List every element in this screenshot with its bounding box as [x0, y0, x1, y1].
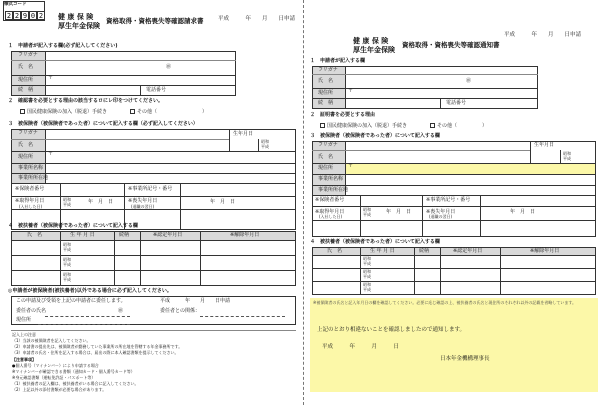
- issuer-name: 日本年金機構理事長: [440, 356, 490, 362]
- request-date: 平成 年 月 日申請: [218, 16, 296, 22]
- notice-caption: ※被保険者の氏名と記入年月日の欄を確認してください。必要に応じ確認の上、被扶養者の氏名と現住所のそれぞれ以外の記載を省略しています。: [313, 300, 577, 305]
- footnote: （1）被扶養者の記入欄は、被扶養者がいる場合に記入してください。: [12, 381, 139, 386]
- loss-note: (退職の翌日): [131, 204, 155, 209]
- insured-address-label: 現住所: [318, 165, 334, 171]
- form-code-label: 様式コード: [4, 2, 27, 7]
- section3-table: [11, 129, 296, 230]
- title-line1: 健 康 保 険: [353, 37, 389, 45]
- era-heisei: 平成: [261, 144, 269, 149]
- seal-mark: ㊞: [466, 78, 472, 84]
- office-number-label: ※事業所記号・番号: [128, 186, 173, 192]
- col-name: 氏 名: [327, 248, 343, 254]
- insured-furigana-label: フリガナ: [318, 142, 338, 148]
- furigana-label: フリガナ: [318, 67, 338, 73]
- delegator-address-label: 現住所: [16, 317, 32, 323]
- birthdate-label: 生年月日: [233, 131, 254, 137]
- relation-label: 続 柄: [18, 87, 34, 93]
- cut-line: [303, 0, 304, 405]
- ymd-label: 年 月 日: [386, 209, 412, 215]
- form-code-digit: 2: [38, 12, 44, 20]
- delegation-date: 平成 年 月 日申請: [160, 298, 231, 304]
- era-heisei: 平成: [63, 247, 71, 252]
- insured-name-label: 氏 名: [18, 142, 34, 148]
- era-showa: 昭和: [363, 282, 371, 287]
- section3-table: [312, 141, 596, 237]
- section1-heading: １ 申請者が記入する欄(必ず記入してください): [8, 43, 118, 49]
- insured-furigana-label: フリガナ: [18, 130, 38, 136]
- option-label: その他（ ）: [437, 123, 488, 129]
- acquisition-date-label: ※取得年月日: [315, 209, 345, 215]
- acquisition-date-label: ※取得年月日: [15, 198, 45, 204]
- form-code-digit: 9: [22, 12, 28, 20]
- postal-mark: 〒: [48, 151, 54, 157]
- col-certified-date: ※認定年月日: [153, 232, 183, 238]
- office-number-label: ※事業所記号・番号: [426, 197, 471, 203]
- office-address-label: 事業所所在地: [318, 187, 349, 193]
- delegation-statement: この申請及び受領を上記の申請者に委任します。: [16, 298, 126, 304]
- option-label: 国民健康保険の加入（脱退）手続き: [327, 123, 408, 129]
- era-showa: 昭和: [63, 242, 71, 247]
- office-address-label: 事業所所在地: [18, 175, 49, 181]
- section2-heading: ２ 確認書を必要とする理由の該当するロにレ印をつけてください。: [8, 98, 164, 104]
- col-certified-date: ※認定年月日: [453, 248, 483, 254]
- ymd-label: 年 月 日: [510, 209, 536, 215]
- col-birthdate: 生 年 月 日: [70, 232, 95, 238]
- footnote: （3）申請者の氏名・住所を記入する場合は、届出の際に本人確認書類を提示してください。: [12, 350, 179, 355]
- col-birthdate: 生 年 月 日: [370, 248, 395, 254]
- era-heisei: 平成: [363, 274, 371, 279]
- era-showa: 昭和: [363, 269, 371, 274]
- era-heisei: 平成: [363, 287, 371, 292]
- section1-heading: １ 申請者が記入する欄: [310, 58, 366, 64]
- option-label: 国民健康保険の加入（脱退）手続き: [27, 109, 108, 115]
- relation-label: 続 柄: [318, 100, 334, 106]
- col-name: 氏 名: [27, 232, 43, 238]
- title-line1: 健 康 保 険: [58, 13, 94, 21]
- checkbox[interactable]: [130, 109, 135, 114]
- loss-date-label: ※喪失年月日: [128, 198, 158, 204]
- era-showa: 昭和: [63, 272, 71, 277]
- footnote: （2）申請書の提出先は、被保険者が勤務していた事業所の所在地を管轄する年金事務所です。: [12, 344, 183, 349]
- address-label: 現住所: [18, 77, 34, 83]
- footnote: ※身元確認書類（運転免許証・パスポート等）: [12, 375, 96, 380]
- request-date: 平成 年 月 日申請: [504, 32, 582, 38]
- col-relation: 続柄: [419, 248, 430, 254]
- office-name-label: 事業所名称: [18, 165, 44, 171]
- checkbox[interactable]: [430, 123, 435, 128]
- era-showa: 昭和: [363, 207, 371, 212]
- insurer-number-label: ※保険者番号: [15, 186, 45, 192]
- footnote: ※マイナンバーが確認できる書類（通知カード・個人番号カード等）: [12, 369, 135, 374]
- loss-note: (退職の翌日): [429, 214, 453, 219]
- postal-mark: 〒: [348, 88, 354, 94]
- acquisition-note: (入社した日): [19, 204, 43, 209]
- footnote: 記入上の注意: [12, 332, 36, 337]
- era-heisei: 平成: [63, 277, 71, 282]
- col-release-date: ※解除年月日: [230, 232, 260, 238]
- page-title: 資格取得・資格喪失等確認請求書: [106, 17, 204, 25]
- era-showa: 昭和: [261, 139, 269, 144]
- ymd-label: 年 月 日: [210, 199, 236, 205]
- footnote: ●個人番号（マイナンバー）により申請する場合: [12, 363, 99, 368]
- era-showa: 昭和: [363, 256, 371, 261]
- era-heisei: 平成: [363, 261, 371, 266]
- footnote: （2）上記以外の添付書類が必要な場合があります。: [12, 387, 107, 392]
- page-title: 資格取得・資格喪失等確認通知書: [402, 41, 500, 49]
- era-heisei: 平成: [63, 262, 71, 267]
- postal-mark: 〒: [48, 75, 54, 81]
- furigana-label: フリガナ: [18, 52, 38, 58]
- footnote: （1）当該の被保険者を記入してください。: [12, 338, 91, 343]
- section3-heading: ３ 被保険者（被保険者であった者）について記入する欄（必ず記入してください）: [8, 121, 198, 127]
- phone-label: 電話番号: [446, 100, 467, 106]
- birthdate-label: 生年月日: [534, 142, 555, 148]
- option-label: その他（ ）: [137, 109, 208, 115]
- seal-mark: ㊞: [166, 64, 172, 70]
- section3-heading: ３ 被保険者（被保険者であった者）について記入する欄: [310, 133, 440, 139]
- insured-address-label: 現住所: [18, 154, 34, 160]
- section4-heading: ４ 被扶養者（被保険者であった者）について記入する欄: [8, 223, 138, 229]
- issue-date: 平成 年 月 日: [322, 344, 400, 350]
- checkbox[interactable]: [320, 123, 325, 128]
- reason-option-nhi[interactable]: [20, 109, 107, 116]
- postal-mark: 〒: [348, 163, 354, 169]
- form-code-digit: 2: [6, 12, 12, 20]
- title-line2: 厚生年金保険: [58, 22, 100, 30]
- confirmation-statement: 上記のとおり相違ないことを確認しましたので通知します。: [317, 327, 466, 333]
- era-heisei: 平成: [63, 202, 71, 207]
- insurer-number-label: ※保険者番号: [315, 197, 345, 203]
- office-name-label: 事業所名称: [318, 176, 344, 182]
- era-showa: 昭和: [63, 197, 71, 202]
- seal-mark: ㊞: [118, 308, 124, 314]
- reason-option-other[interactable]: [130, 109, 207, 116]
- highlighted-address: [346, 163, 595, 174]
- era-heisei: 平成: [563, 156, 571, 161]
- delegation-note: ◎申請者が被保険者(被扶養者)以外である場合に必ず記入してください。: [8, 288, 172, 294]
- col-release-date: ※解除年月日: [530, 248, 560, 254]
- col-relation: 続柄: [119, 232, 130, 238]
- era-showa: 昭和: [563, 151, 571, 156]
- acquisition-note: (入社した日): [319, 214, 343, 219]
- footnote: 【注意事項】: [12, 357, 36, 362]
- insured-name-label: 氏 名: [318, 154, 334, 160]
- loss-date-label: ※喪失年月日: [426, 209, 456, 215]
- phone-label: 電話番号: [146, 87, 167, 93]
- form-code-digit: 0: [30, 12, 36, 20]
- delegator-relation-label: 委任者との関係：: [160, 308, 201, 314]
- reason-option-other[interactable]: [430, 123, 487, 130]
- reason-option-nhi[interactable]: [320, 123, 407, 130]
- section2-heading: ２ 証明書を必要とする理由: [310, 112, 376, 118]
- delegator-name-label: 委任者の氏名: [16, 308, 47, 314]
- title-line2: 厚生年金保険: [353, 46, 395, 54]
- name-label: 氏 名: [318, 78, 334, 84]
- checkbox[interactable]: [20, 109, 25, 114]
- name-label: 氏 名: [18, 64, 34, 70]
- era-heisei: 平成: [363, 212, 371, 217]
- section4-heading: ４ 被扶養者（被保険者であった者）について記入する欄: [310, 239, 440, 245]
- ymd-label: 年 月 日: [88, 199, 114, 205]
- address-label: 現住所: [318, 90, 334, 96]
- form-code-digit: 2: [14, 12, 20, 20]
- era-showa: 昭和: [63, 257, 71, 262]
